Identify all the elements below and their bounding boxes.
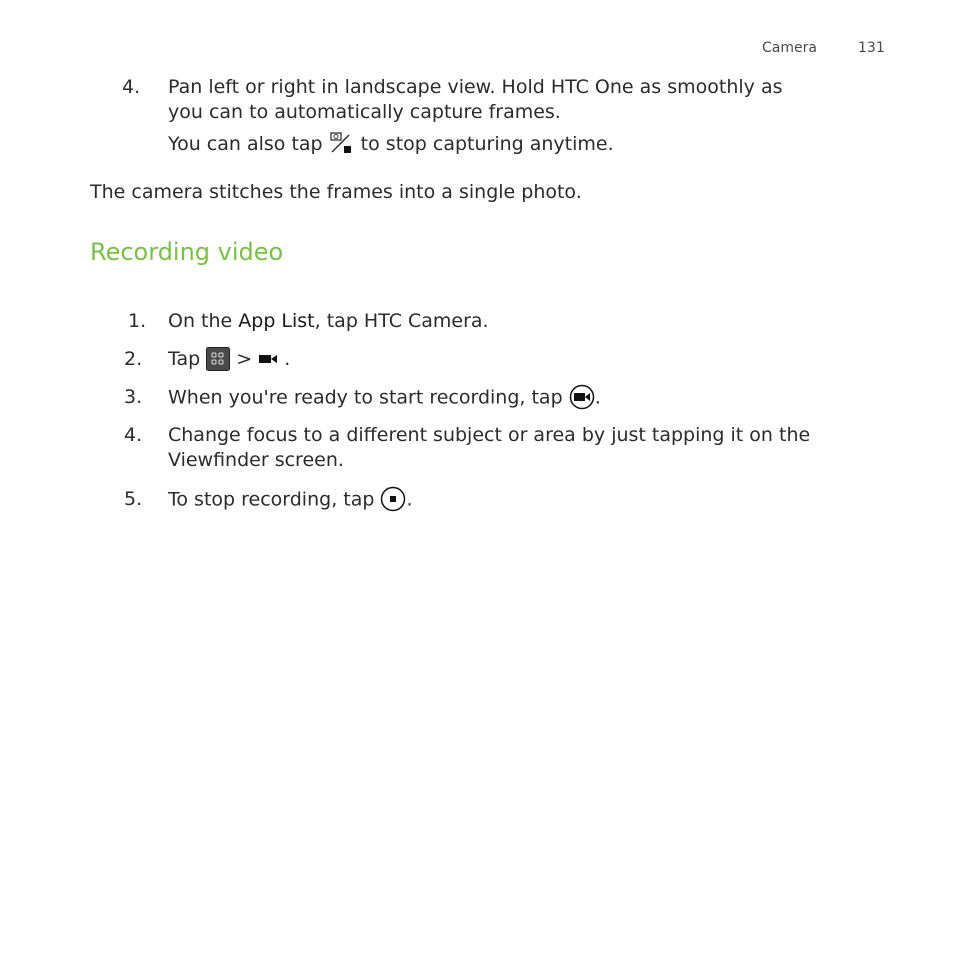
step-text-post: .: [278, 348, 291, 370]
step-text-line1: Pan left or right in landscape view. Hold HTC One as smoothly as: [168, 76, 783, 98]
step-text-line2: Viewfinder screen.: [168, 449, 344, 471]
step-text-post: , tap HTC Camera.: [314, 310, 489, 332]
tip-text-pre: You can also tap: [168, 133, 329, 155]
app-grid-icon: [206, 347, 230, 371]
step-number: 4.: [122, 76, 141, 98]
step-text: [168, 385, 601, 411]
step-text-pre: On the: [168, 310, 239, 332]
step-text-post: .: [406, 488, 413, 511]
body-paragraph: The camera stitches the frames into a single photo.: [90, 181, 582, 203]
step-number: 1.: [128, 310, 147, 332]
step-text: [168, 347, 290, 372]
step-text-line1: Change focus to a different subject or area by just tapping it on the: [168, 424, 811, 446]
step-text-pre: Tap: [168, 348, 207, 370]
video-camera-icon: [258, 352, 278, 366]
record-button-icon: [569, 384, 595, 410]
step-text-pre: When you're ready to start recording, tap: [168, 386, 569, 409]
step-number: 2.: [124, 348, 143, 370]
tip-text-post: to stop capturing anytime.: [354, 133, 614, 155]
step-tip: [168, 132, 614, 157]
step-text-mid: >: [230, 348, 259, 370]
stop-capture-icon: [329, 131, 355, 155]
header-section-title: Camera: [762, 40, 817, 56]
app-list-term: App List: [238, 310, 315, 332]
step-text: [168, 309, 489, 334]
stop-button-icon: [380, 486, 406, 512]
step-number: 4.: [124, 424, 143, 446]
step-text-post: .: [594, 386, 601, 409]
step-text-line2: you can to automatically capture frames.: [168, 101, 561, 123]
step-number: 5.: [124, 488, 143, 510]
step-text-pre: To stop recording, tap: [168, 488, 381, 511]
step-text: [168, 487, 413, 513]
page-number: 131: [858, 40, 885, 56]
section-title: Recording video: [90, 238, 284, 266]
step-number: 3.: [124, 386, 143, 408]
